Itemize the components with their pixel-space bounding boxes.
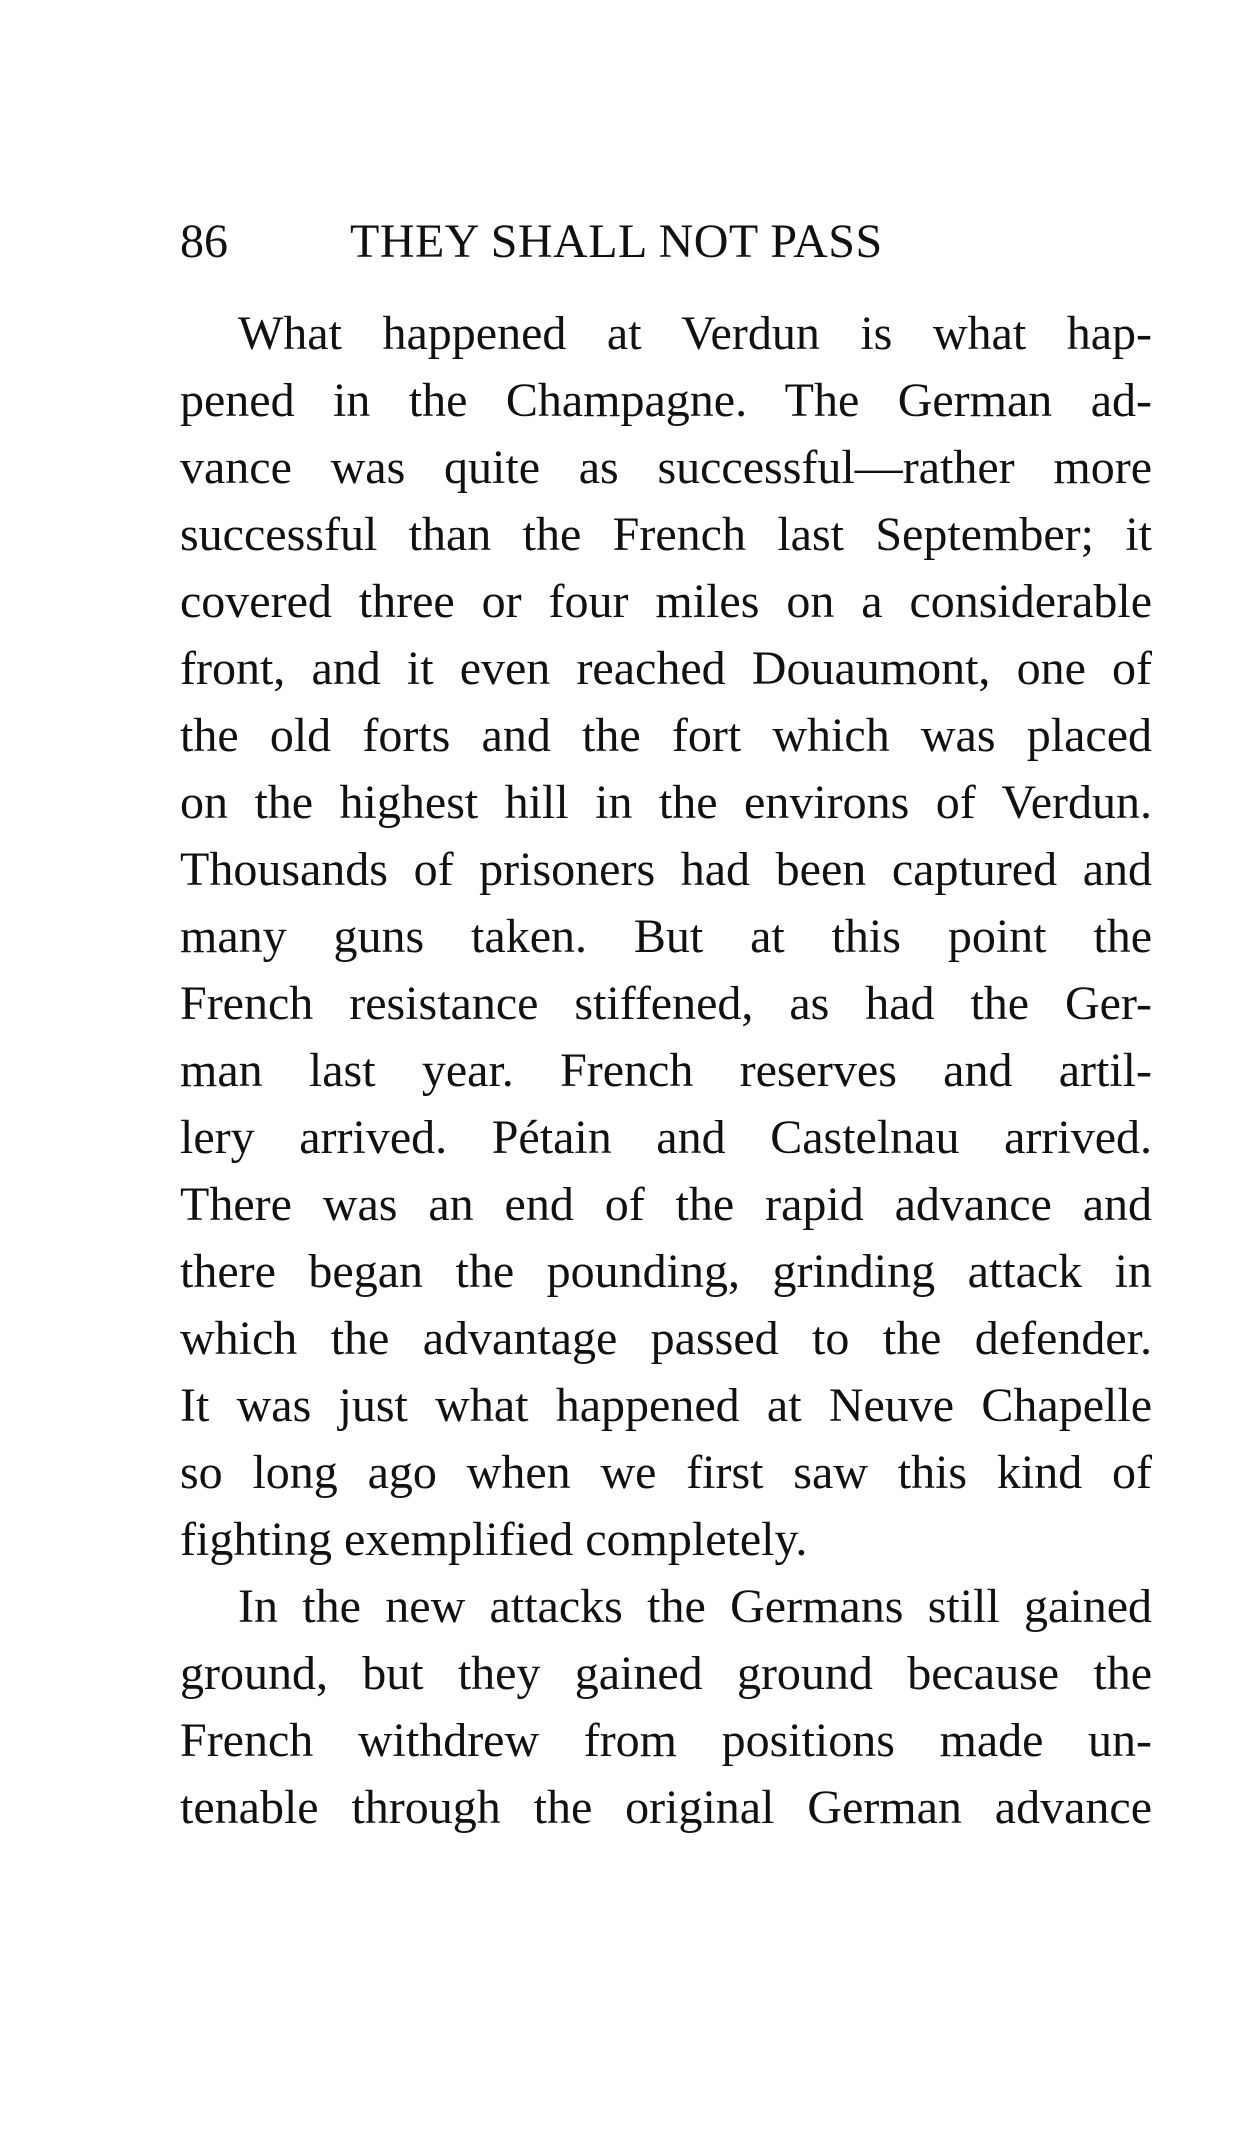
text-line: which the advantage passed to the defender. [180,1312,1152,1365]
text-line: What happened at Verdun is what hap- [238,307,1152,360]
text-line: man last year. French reserves and artil- [180,1044,1152,1097]
text-line: on the highest hill in the environs of Verdun. [180,776,1152,829]
text-line: many guns taken. But at this point the [180,910,1152,963]
text-line: tenable through the original German advance [180,1781,1152,1834]
text-line: front, and it even reached Douaumont, one of [180,642,1152,695]
body-text [180,300,1152,1841]
text-line: French resistance stiffened, as had the Ger- [180,977,1152,1030]
text-line: the old forts and the fort which was placed [180,709,1152,762]
text-line: successful than the French last September; it [180,508,1152,561]
text-line: there began the pounding, grinding attack in [180,1245,1152,1298]
running-title: THEY SHALL NOT PASS [350,215,883,268]
page-number: 86 [180,215,228,268]
paragraph-1 [180,300,1152,1573]
text-line: ground, but they gained ground because the [180,1647,1152,1700]
text-line: vance was quite as successful—rather more [180,441,1152,494]
running-head [180,212,1160,272]
text-line: so long ago when we first saw this kind of [180,1446,1152,1499]
text-line: There was an end of the rapid advance and [180,1178,1152,1231]
text-line: fighting exemplified completely. [180,1513,808,1566]
text-line: covered three or four miles on a considerable [180,575,1152,628]
text-line: In the new attacks the Germans still gained [238,1580,1152,1633]
text-line: It was just what happened at Neuve Chapelle [180,1379,1152,1432]
paragraph-2 [180,1573,1152,1841]
text-line: pened in the Champagne. The German ad- [180,374,1152,427]
text-line: Thousands of prisoners had been captured and [180,843,1152,896]
text-line: French withdrew from positions made un- [180,1714,1152,1767]
text-line: lery arrived. Pétain and Castelnau arrived. [180,1111,1152,1164]
